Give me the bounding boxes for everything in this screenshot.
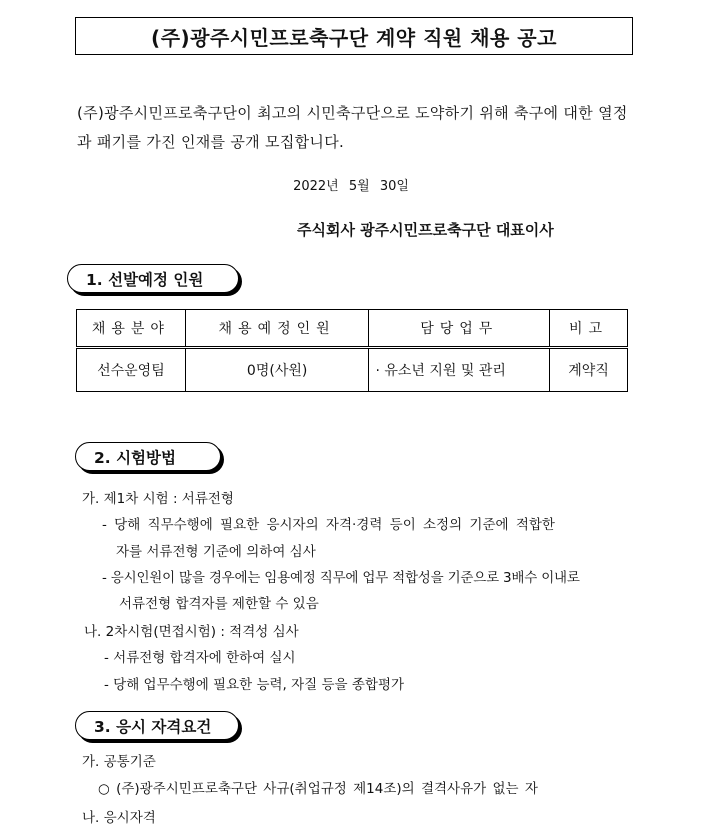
notice-date: 2022년 5월 30일 [293, 179, 409, 194]
intro-paragraph: (주)광주시민프로축구단이 최고의 시민축구단으로 도약하기 위해 축구에 대한 열정과 패기를 가진 인재를 공개 모집합니다. [77, 104, 628, 151]
section2-heading: 2. 시험방법 [75, 442, 221, 471]
table-header-cell: 채용분야 [77, 310, 186, 348]
section1-heading: 1. 선발예정 인원 [67, 264, 239, 293]
qualification-common-item1: ○ (주)광주시민프로축구단 사규(취업규정 제14조)의 결격사유가 없는 자 [98, 781, 538, 797]
exam-first-item2-line1: - 응시인원이 많을 경우에는 임용예정 직무에 업무 적합성을 기준으로 3배수 이내로 [102, 570, 580, 586]
table-header-row [77, 310, 628, 348]
table-header-cell: 담당업무 [369, 310, 550, 348]
qualification-common-title: 가. 공통기준 [82, 754, 156, 770]
exam-second-item1: - 서류전형 합격자에 한하여 실시 [104, 650, 296, 666]
recruitment-table [76, 309, 628, 392]
table-cell: · 유소년 지원 및 관리 [369, 348, 550, 392]
exam-second-title: 나. 2차시험(면접시험) : 적격성 심사 [84, 624, 299, 640]
table-cell: 계약직 [550, 348, 628, 392]
table-cell: 0명(사원) [185, 348, 369, 392]
exam-first-item2-line2: 서류전형 합격자를 제한할 수 있음 [119, 596, 319, 612]
exam-first-title: 가. 제1차 시험 : 서류전형 [82, 491, 234, 507]
table-header-cell: 채용예정인원 [185, 310, 369, 348]
section3-heading: 3. 응시 자격요건 [75, 711, 239, 740]
exam-second-item2: - 당해 업무수행에 필요한 능력, 자질 등을 종합평가 [104, 677, 405, 693]
issuer-signature: 주식회사 광주시민프로축구단 대표이사 [297, 221, 554, 239]
table-header-cell: 비고 [550, 310, 628, 348]
notice-title: (주)광주시민프로축구단 계약 직원 채용 공고 [75, 17, 633, 55]
exam-first-item1-line1: - 당해 직무수행에 필요한 응시자의 자격·경력 등이 소정의 기준에 적합한 [102, 517, 555, 533]
qualification-applicant-title: 나. 응시자격 [82, 810, 156, 826]
table-row [77, 348, 628, 392]
exam-first-item1-line2: 자를 서류전형 기준에 의하여 심사 [116, 544, 316, 560]
table-cell: 선수운영팀 [77, 348, 186, 392]
